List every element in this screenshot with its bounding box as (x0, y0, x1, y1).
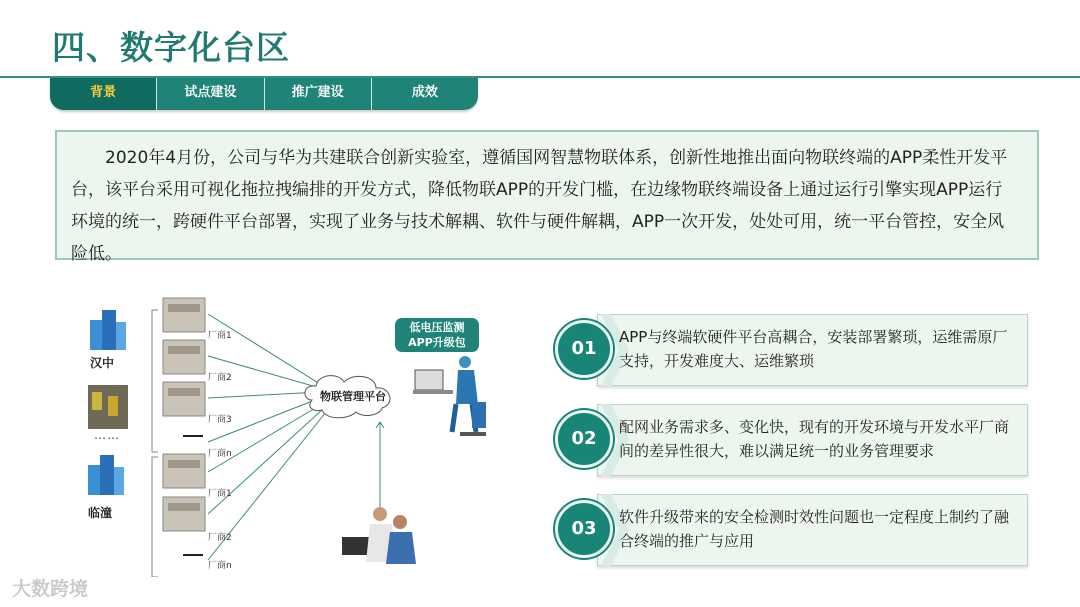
terminal-device-icon (163, 340, 205, 374)
team-laptop-icon (342, 507, 416, 564)
city-label-hanzhong: 汉中 (90, 356, 115, 370)
issue-number-badge: 03 (555, 500, 613, 558)
badge-line-2: APP升级包 (408, 336, 466, 349)
page-title: 四、数字化台区 (52, 28, 290, 67)
vendor-label: 厂商2 (208, 533, 232, 543)
issue-text: 配网业务需求多、变化快，现有的开发环境与开发水平厂商间的差异性很大，难以满足统一的业务管理要求 (619, 418, 1010, 460)
ellipsis-text: …… (94, 428, 120, 442)
computer-user-icon (413, 356, 486, 436)
issue-number-badge: 02 (555, 410, 613, 468)
cloud-platform-label: 物联管理平台 (320, 390, 386, 403)
building-icon (88, 455, 124, 495)
issue-number-badge: 01 (555, 320, 613, 378)
issue-text: APP与终端软硬件平台高耦合，安装部署繁琐，运维需原厂支持，开发难度大、运维繁琐 (619, 328, 1008, 370)
terminal-device-icon (163, 298, 205, 332)
tab-bar (50, 78, 478, 110)
tab-promotion[interactable]: 推广建设 (265, 78, 372, 110)
issue-card (555, 404, 1028, 476)
connection-arrows (208, 314, 384, 560)
watermark-logo: 大数跨境 (12, 578, 89, 600)
vendor-label: 厂商1 (208, 331, 232, 341)
vendor-label: 厂商3 (208, 415, 232, 425)
issue-card (555, 314, 1028, 386)
vendor-label: 厂商1 (208, 489, 232, 499)
vendor-label: 厂商2 (208, 373, 232, 383)
issue-text: 软件升级带来的安全检测时效性问题也一定程度上制约了融合终端的推广与应用 (619, 508, 1010, 550)
building-icon (90, 310, 126, 350)
intro-paragraph: 2020年4月份，公司与华为共建联合创新实验室，遵循国网智慧物联体系，创新性地推出面向物联终端的APP柔性开发平台，该平台采用可视化拖拉拽编排的开发方式，降低物联APP的开发门槛，在边缘物联终端设备上通过运行引擎实现APP运行环境的统一，跨硬件平台部署，实现了业务与技术解耦、软件与硬件解耦，APP一次开发，处处可用，统一平台管控，安全风险低。 (55, 130, 1039, 260)
terminal-device-icon (163, 382, 205, 416)
issue-card (555, 494, 1028, 566)
badge-line-1: 低电压监测 (409, 321, 465, 334)
city-label-lintong: 临潼 (88, 506, 113, 520)
vendor-label: 厂商n (208, 561, 232, 571)
tab-results[interactable]: 成效 (411, 85, 438, 100)
app-package-badge (395, 318, 479, 352)
tab-background[interactable]: 背景 (50, 78, 157, 110)
tab-pilot[interactable]: 试点建设 (157, 78, 264, 110)
terminal-device-icon (163, 497, 205, 531)
terminal-device-icon (163, 454, 205, 488)
vendor-label: 厂商n (208, 449, 232, 459)
